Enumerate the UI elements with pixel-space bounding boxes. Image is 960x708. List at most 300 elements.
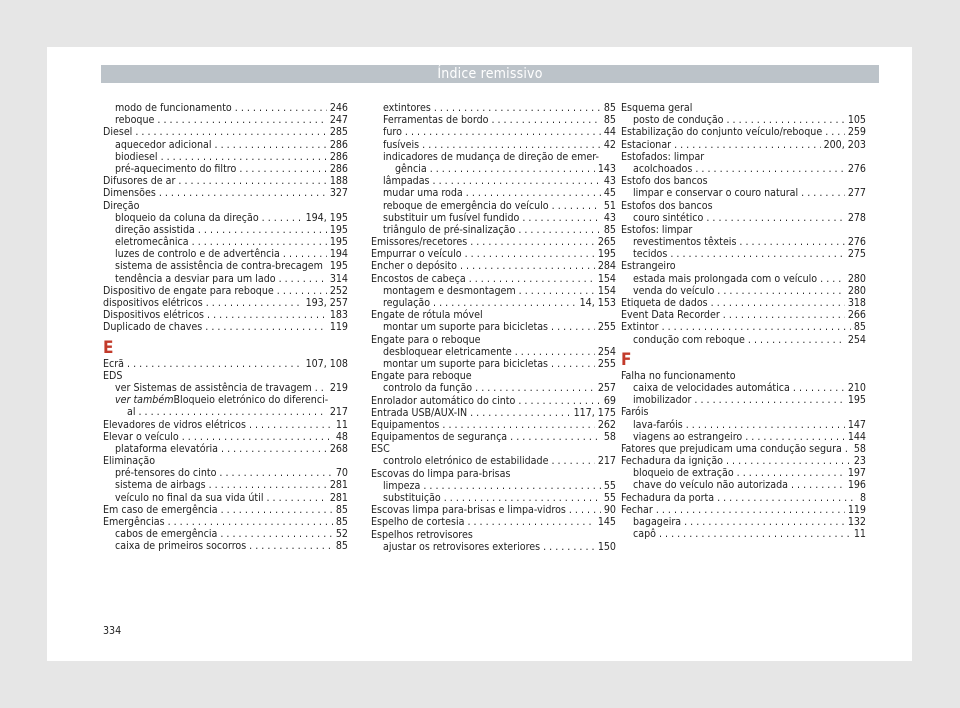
dot-leader <box>192 236 327 248</box>
dot-leader <box>726 455 851 467</box>
index-entry-term: fusíveis <box>383 138 420 151</box>
dot-leader <box>139 406 327 418</box>
dot-leader <box>239 163 326 175</box>
index-entry-term: Encher o depósito <box>371 260 457 273</box>
index-entry-term: Equipamentos <box>371 418 440 431</box>
index-entry-page: 154 <box>597 272 616 285</box>
index-entry <box>371 504 616 516</box>
dot-leader <box>262 212 303 224</box>
index-entry-page: 58 <box>603 431 616 444</box>
dot-leader <box>467 516 594 528</box>
dot-leader <box>434 102 601 114</box>
index-entry-term: Dispositivos elétricos <box>103 309 205 322</box>
index-entry <box>371 139 616 151</box>
dot-leader <box>209 479 327 491</box>
dot-leader <box>157 114 326 126</box>
index-entry <box>621 309 866 321</box>
index-entry-page: 69 <box>603 394 616 407</box>
dot-leader <box>279 273 327 285</box>
dot-leader <box>433 297 577 309</box>
dot-leader <box>552 200 601 212</box>
index-entry <box>371 480 616 492</box>
index-entry <box>103 212 348 224</box>
index-entry-page: 277 <box>847 187 866 200</box>
index-entry-page: 154 <box>597 284 616 297</box>
dot-leader <box>745 431 845 443</box>
index-entry <box>621 479 866 491</box>
index-entry <box>103 443 348 455</box>
index-entry-term: bagageira <box>633 516 682 528</box>
index-entry-page: 132 <box>847 516 866 528</box>
dot-leader <box>686 419 845 431</box>
index-entry-term: Event Data Recorder <box>621 309 720 322</box>
index-entry-page: 85 <box>603 114 616 127</box>
dot-leader <box>444 492 601 504</box>
index-entry <box>371 200 616 212</box>
index-entry-page: 210 <box>847 381 866 394</box>
index-entry-term: Diesel <box>103 126 133 139</box>
index-entry-page: 183 <box>329 309 348 322</box>
index-entry <box>371 321 616 333</box>
index-entry-term: Encostos de cabeça <box>371 272 466 285</box>
index-entry <box>371 163 616 175</box>
index-entry <box>621 139 866 151</box>
index-heading: Direção <box>103 199 140 212</box>
index-entry-page: 217 <box>597 455 616 468</box>
index-entry <box>103 102 348 114</box>
index-entry <box>103 114 348 126</box>
index-entry-term: substituir um fusível fundido <box>383 211 520 224</box>
dot-leader <box>801 187 845 199</box>
index-heading: Espelhos retrovisores <box>371 528 473 541</box>
index-entry-page: 247 <box>329 114 348 127</box>
index-letter-heading: E <box>103 337 114 358</box>
page-title: Índice remissivo <box>101 65 879 83</box>
index-entry-page: 8 <box>859 491 866 504</box>
dot-leader <box>739 236 844 248</box>
index-heading: Esquema geral <box>621 102 693 114</box>
index-entry-page: 281 <box>329 479 348 492</box>
dot-leader <box>475 382 595 394</box>
dot-leader <box>522 212 601 224</box>
dot-leader <box>656 504 845 516</box>
see-also-label: ver também <box>115 394 174 407</box>
dot-leader <box>791 479 845 491</box>
index-entry <box>371 492 616 504</box>
dot-leader <box>266 492 326 504</box>
index-entry <box>103 406 348 418</box>
index-entry-page: 70 <box>335 467 348 480</box>
index-entry-term: Fatores que prejudicam uma condução segura <box>621 442 842 455</box>
index-entry-page: 193, 257 <box>305 297 348 309</box>
index-entry <box>103 163 348 175</box>
index-entry-term: tecidos <box>633 248 668 261</box>
index-heading: Escovas do limpa para-brisas <box>371 467 511 480</box>
dot-leader <box>249 419 333 431</box>
index-entry <box>371 236 616 248</box>
index-entry <box>103 139 348 151</box>
index-entry-term: Etiqueta de dados <box>621 297 708 309</box>
index-entry <box>621 394 866 406</box>
index-entry-term: modo de funcionamento <box>115 102 232 114</box>
index-entry <box>103 382 348 394</box>
index-entry-term: reboque <box>115 114 155 127</box>
dot-leader <box>551 358 595 370</box>
index-entry-term: viagens ao estrangeiro <box>633 430 743 443</box>
index-entry-term: caixa de primeiros socorros <box>115 540 247 553</box>
index-entry-term: dispositivos elétricos <box>103 297 203 309</box>
index-entry-term: couro sintético <box>633 211 704 224</box>
index-entry-term: limpar e conservar o couro natural <box>633 187 799 200</box>
dot-leader <box>510 431 601 443</box>
index-entry-page: 195 <box>597 248 616 261</box>
index-entry-page: 58 <box>853 442 866 455</box>
index-entry-page: 285 <box>329 126 348 139</box>
index-entry-page: 43 <box>603 211 616 224</box>
index-entry-term: pré-aquecimento do filtro <box>115 162 237 175</box>
dot-leader <box>706 212 844 224</box>
index-entry <box>621 297 866 309</box>
index-entry <box>103 504 348 516</box>
index-heading: indicadores de mudança de direção de emer- <box>383 150 599 163</box>
index-entry-term: direção assistida <box>115 223 195 236</box>
index-entry-page: 195 <box>329 236 348 249</box>
index-entry-term: Duplicado de chaves <box>103 321 203 334</box>
index-entry-page: 276 <box>847 236 866 249</box>
index-entry-term: sistema de assistência de contra-brecagem <box>115 260 323 273</box>
index-entry <box>103 187 348 199</box>
index-entry <box>621 528 866 540</box>
index-entry-page: 246 <box>329 102 348 114</box>
index-entry <box>621 419 866 431</box>
index-entry <box>103 273 348 285</box>
dot-leader <box>717 492 857 504</box>
index-entry-term: posto de condução <box>633 114 724 127</box>
index-entry-page: 14, 153 <box>579 297 616 309</box>
index-entry-term: Difusores de ar <box>103 175 176 188</box>
index-entry-term: Elevadores de vidros elétricos <box>103 418 246 431</box>
index-entry-term: Elevar o veículo <box>103 430 179 443</box>
index-heading: Engate para o reboque <box>371 333 481 346</box>
index-entry-term: chave do veículo não autorizada <box>633 479 788 492</box>
dot-leader <box>423 480 601 492</box>
index-entry <box>621 248 866 260</box>
index-entry-page: 147 <box>847 418 866 431</box>
index-entry-page: 45 <box>603 187 616 200</box>
dot-leader <box>518 395 601 407</box>
index-entry-page: 143 <box>597 162 616 175</box>
index-entry <box>621 467 866 479</box>
dot-leader <box>515 346 595 358</box>
dot-leader <box>793 382 845 394</box>
index-entry <box>103 260 348 272</box>
dot-leader <box>430 163 595 175</box>
index-entry <box>621 431 866 443</box>
index-entry-page: 48 <box>335 430 348 443</box>
index-entry-term: plataforma elevatória <box>115 442 219 455</box>
index-entry-page: 286 <box>329 138 348 151</box>
index-entry-term: furo <box>383 126 402 139</box>
index-entry-page: 195 <box>329 260 348 273</box>
dot-leader <box>670 248 844 260</box>
index-entry <box>621 443 866 455</box>
index-entry <box>371 175 616 187</box>
dot-leader <box>161 151 327 163</box>
index-entry-page: 150 <box>597 540 616 553</box>
index-entry <box>621 236 866 248</box>
dot-leader <box>277 285 327 297</box>
dot-leader <box>235 102 327 114</box>
index-entry-term: extintores <box>383 102 431 114</box>
index-entry-term: Fechadura da ignição <box>621 455 723 468</box>
dot-leader <box>727 114 845 126</box>
index-entry-term: luzes de controlo e de advertência <box>115 248 280 261</box>
index-entry <box>621 334 866 346</box>
index-heading: Estofos: limpar <box>621 223 693 236</box>
index-entry <box>371 102 616 114</box>
index-entry-term: eletromecânica <box>115 236 189 249</box>
page-number: 334 <box>103 625 122 637</box>
index-entry-page: 265 <box>597 236 616 249</box>
index-entry-term: venda do veículo <box>633 284 715 297</box>
index-entry <box>371 419 616 431</box>
index-entry-page: 278 <box>847 211 866 224</box>
index-entry-page: 200, 203 <box>823 138 866 151</box>
index-entry-term: sistema de airbags <box>115 479 206 492</box>
index-entry-page: 85 <box>603 102 616 114</box>
index-entry-page: 194 <box>329 248 348 261</box>
index-entry-page: 107, 108 <box>305 357 348 370</box>
index-entry-page: 254 <box>847 333 866 346</box>
dot-leader <box>221 443 327 455</box>
dot-leader <box>221 504 333 516</box>
index-entry <box>621 382 866 394</box>
dot-leader <box>465 248 595 260</box>
index-entry <box>371 285 616 297</box>
index-entry <box>371 114 616 126</box>
index-entry <box>103 236 348 248</box>
dot-leader <box>694 394 844 406</box>
index-entry <box>103 151 348 163</box>
dot-leader <box>659 528 851 540</box>
index-entry <box>103 126 348 138</box>
dot-leader <box>283 248 327 260</box>
index-entry <box>371 224 616 236</box>
dot-leader <box>433 175 601 187</box>
index-heading: Estofo dos bancos <box>621 175 708 188</box>
index-entry-term: Emissores/recetores <box>371 236 468 249</box>
index-entry <box>371 297 616 309</box>
dot-leader <box>470 407 570 419</box>
index-entry-term: Fechar <box>621 503 653 516</box>
index-entry <box>103 309 348 321</box>
index-entry-page: 11 <box>335 418 348 431</box>
dot-leader <box>543 541 595 553</box>
index-entry-page: 85 <box>603 223 616 236</box>
index-entry-term: tendência a desviar para um lado <box>115 272 276 285</box>
index-entry <box>371 382 616 394</box>
index-entry-page: 257 <box>597 382 616 395</box>
index-entry-term: montar um suporte para bicicletas <box>383 321 549 334</box>
index-entry-page: 195 <box>329 223 348 236</box>
index-entry <box>371 431 616 443</box>
index-entry-term: bloqueio de extração <box>633 467 734 480</box>
index-entry <box>621 285 866 297</box>
index-entry-page: 11 <box>853 528 866 541</box>
index-entry <box>103 467 348 479</box>
index-heading: Eliminação <box>103 455 156 468</box>
dot-leader <box>723 309 845 321</box>
index-letter-heading: F <box>621 349 632 370</box>
index-entry <box>621 321 866 333</box>
index-entry-page: 280 <box>847 272 866 285</box>
dot-leader <box>220 528 333 540</box>
index-entry-term: al <box>127 406 136 419</box>
index-entry-page: 196 <box>847 479 866 492</box>
index-entry-term: bloqueio da coluna da direção <box>115 211 259 224</box>
index-entry <box>621 455 866 467</box>
index-entry-page: 262 <box>597 418 616 431</box>
index-entry-term: controlo eletrónico de estabilidade <box>383 455 549 468</box>
index-entry-term: ver Sistemas de assistência de travagem <box>115 381 312 394</box>
index-entry-term: montagem e desmontagem <box>383 284 516 297</box>
index-heading: Estofados: limpar <box>621 150 705 163</box>
index-heading: Falha no funcionamento <box>621 369 736 382</box>
index-entry-page: 194, 195 <box>305 211 348 224</box>
index-entry-term: cabos de emergência <box>115 528 218 541</box>
index-entry-term: montar um suporte para bicicletas <box>383 357 549 370</box>
dot-leader <box>748 334 845 346</box>
index-entry-page: 280 <box>847 284 866 297</box>
index-entry-term: Estabilização do conjunto veículo/reboque <box>621 126 823 139</box>
index-entry <box>621 516 866 528</box>
index-entry-page: 119 <box>329 321 348 334</box>
dot-leader <box>127 358 303 370</box>
index-entry-page: 117, 175 <box>573 406 616 419</box>
dot-leader <box>466 187 601 199</box>
index-entry-term: Fechadura da porta <box>621 491 715 504</box>
index-entry-page: 314 <box>329 272 348 285</box>
index-entry-term: aquecedor adicional <box>115 138 212 151</box>
dot-leader <box>737 467 845 479</box>
index-entry-term: revestimentos têxteis <box>633 236 737 249</box>
index-entry <box>103 248 348 260</box>
index-entry-term: Extintor <box>621 321 659 334</box>
index-entry-term: desbloquear eletricamente <box>383 345 512 358</box>
dot-leader <box>249 540 333 552</box>
dot-leader <box>684 516 845 528</box>
index-entry <box>103 175 348 187</box>
dot-leader <box>551 455 594 467</box>
index-entry <box>103 358 348 370</box>
index-entry-page: 55 <box>603 479 616 492</box>
dot-leader <box>470 236 595 248</box>
index-heading: ESC <box>371 443 390 456</box>
index-entry-page: 318 <box>847 297 866 309</box>
index-entry <box>371 407 616 419</box>
index-entry-term: Ecrã <box>103 357 125 370</box>
index-entry <box>371 541 616 553</box>
index-entry-term: acolchoados <box>633 162 693 175</box>
index-entry <box>371 248 616 260</box>
index-entry-term: pré-tensores do cinto <box>115 467 217 480</box>
index-entry-page: 284 <box>597 260 616 273</box>
index-column-3 <box>621 102 866 540</box>
dot-leader <box>405 126 601 138</box>
index-entry-term: caixa de velocidades automática <box>633 381 790 394</box>
index-entry-term: controlo da função <box>383 382 473 395</box>
dot-leader <box>182 431 333 443</box>
index-entry <box>371 455 616 467</box>
index-entry-term: Dispositivo de engate para reboque <box>103 284 274 297</box>
index-heading <box>103 394 348 406</box>
index-entry-page: 52 <box>335 528 348 541</box>
index-entry <box>371 516 616 528</box>
dot-leader <box>519 285 595 297</box>
dot-leader <box>518 224 601 236</box>
index-page <box>47 47 912 661</box>
index-entry-page: 266 <box>847 309 866 322</box>
index-entry-term: capô <box>633 528 656 541</box>
dot-leader <box>422 139 601 151</box>
index-entry-page: 23 <box>853 455 866 468</box>
index-entry-term: Em caso de emergência <box>103 503 218 516</box>
index-entry <box>103 297 348 309</box>
index-entry <box>103 479 348 491</box>
dot-leader <box>215 139 327 151</box>
index-entry-term: condução com reboque <box>633 333 745 346</box>
index-entry-term: Dimensões <box>103 187 156 200</box>
index-entry-page: 105 <box>847 114 866 127</box>
index-heading: EDS <box>103 369 123 382</box>
index-entry-page: 275 <box>847 248 866 261</box>
index-entry-term: reboque de emergência do veículo <box>383 199 549 212</box>
index-entry <box>103 419 348 431</box>
dot-leader <box>206 297 303 309</box>
index-entry-page: 42 <box>603 138 616 151</box>
dot-leader <box>159 187 327 199</box>
index-entry-term: imobilizador <box>633 394 692 407</box>
index-entry-page: 286 <box>329 162 348 175</box>
index-entry-page: 286 <box>329 150 348 163</box>
dot-leader <box>326 260 327 272</box>
index-heading: Estofos dos bancos <box>621 199 713 212</box>
index-entry-term: limpeza <box>383 479 421 492</box>
dot-leader <box>469 273 595 285</box>
index-entry-term: Enrolador automático do cinto <box>371 394 516 407</box>
index-entry-term: triângulo de pré-sinalização <box>383 223 516 236</box>
dot-leader <box>205 321 327 333</box>
dot-leader <box>662 321 851 333</box>
index-entry <box>371 346 616 358</box>
index-entry <box>103 540 348 552</box>
index-entry-term: Entrada USB/AUX-IN <box>371 406 468 419</box>
dot-leader <box>168 516 333 528</box>
index-entry-page: 44 <box>603 126 616 139</box>
index-entry <box>371 212 616 224</box>
index-heading: Faróis <box>621 406 649 419</box>
index-entry-term: veículo no final da sua vida útil <box>115 491 264 504</box>
dot-leader <box>198 224 327 236</box>
index-entry <box>371 187 616 199</box>
dot-leader <box>219 467 332 479</box>
index-entry <box>103 492 348 504</box>
index-entry <box>621 126 866 138</box>
index-entry-page: 85 <box>335 503 348 516</box>
dot-leader <box>207 309 327 321</box>
index-entry-page: 255 <box>597 321 616 334</box>
index-entry-term: lâmpadas <box>383 175 430 188</box>
